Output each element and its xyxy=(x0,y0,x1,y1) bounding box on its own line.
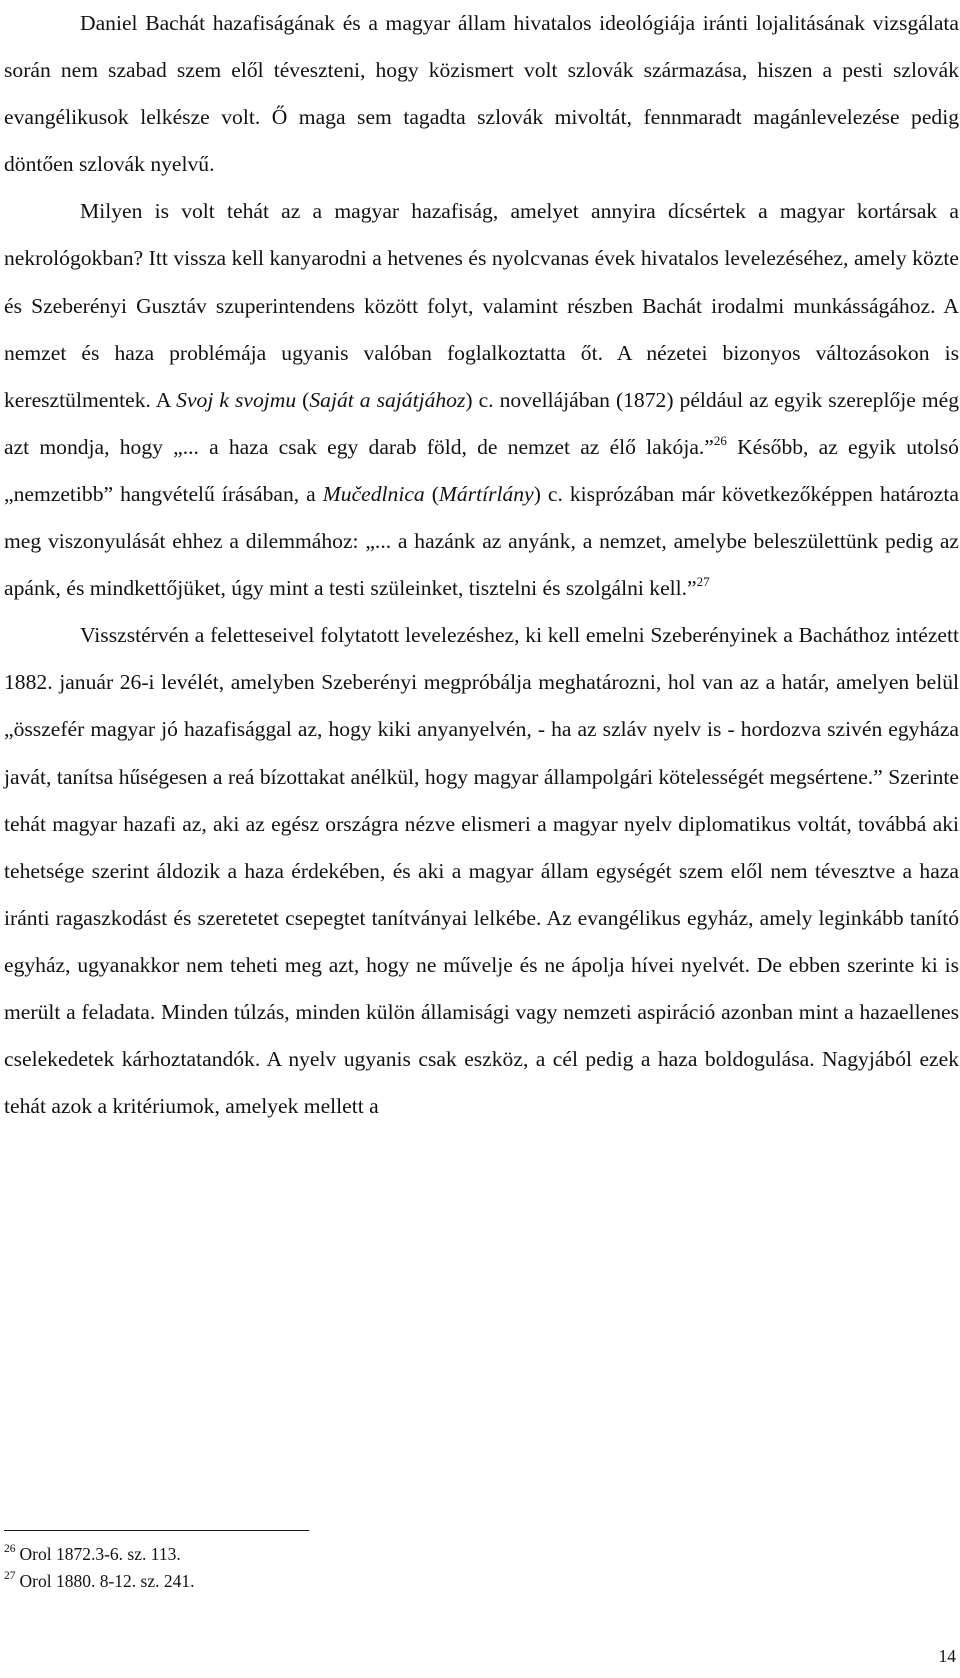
footnote-number: 27 xyxy=(4,1570,16,1582)
italic-title: Svoj k svojmu xyxy=(176,387,297,412)
footnote-text: Orol 1880. 8-12. sz. 241. xyxy=(19,1571,195,1591)
text-run: Visszstérvén a feletteseivel folytatott levelezéshez, ki kell emelni Szeberényinek a Bacháthoz intézett 1882. január 26-i levélét, amelyben Szeberényi megpróbálja meghatározni, hol van az a határ, amelyen belül „összefér magyar jó hazafisággal az, hogy kiki anyanyelvén, - ha az szláv nyelv is - hordozva szivén egyháza javát, tanítsa hűségesen a reá bízottakat anélkül, hogy magyar állampolgári kötelességét megsértene.” Szerinte tehát magyar hazafi az, aki az egész országra nézve elismeri a magyar nyelv diplomatikus voltát, továbbá aki tehetsége szerint áldozik a haza érdekében, és aki a magyar állam egységét szem elől nem tévesztve a haza iránti ragaszkodást és szeretetet csepegtet tanítványai lelkébe. Az evangélikus egyház, amely leginkább tanító egyház, ugyanakkor nem teheti meg azt, hogy ne művelje és ne ápolja hívei nyelvét. De ebben szerinte ki is merült a feladata. Minden túlzás, minden külön államisági vagy nemzeti aspiráció azonban mint a hazaellenes cselekedetek kárhoztatandók. A nyelv ugyanis csak eszköz, a cél pedig a haza boldogulása. Nagyjából ezek tehát azok a kritériumok, amelyek mellett a xyxy=(4,623,959,1119)
italic-title: Mártírlány xyxy=(438,481,534,506)
text-run: ) c. kisprózában már következőképpen határozta meg viszonyulását ehhez a dilemmához: „... a hazánk az anyánk, a nemzet, amelybe beleszülettünk pedig az apánk, és mindkettőjüket, úgy mint a testi szüleinket, tisztelni és szolgálni kell.” xyxy=(4,481,959,601)
footnote-number: 26 xyxy=(4,1543,16,1555)
footnote-26 xyxy=(4,1541,704,1568)
footnote-divider xyxy=(4,1530,309,1531)
text-run: ( xyxy=(296,387,310,412)
body-text xyxy=(4,0,959,1130)
text-run: Később, az egyik utolsó „nemzetibb” hangvételű írásában, a xyxy=(4,434,959,506)
footnote-reference: 26 xyxy=(713,432,727,448)
footnote-27 xyxy=(4,1568,704,1595)
paragraph xyxy=(4,0,959,188)
paragraph xyxy=(4,612,959,1130)
text-run: ) c. novellájában (1872) például az egyik szereplője még azt mondja, hogy „... a haza csak egy darab föld, de nemzet az élő lakója.” xyxy=(4,387,960,459)
footnote-reference: 27 xyxy=(696,574,710,590)
text-run: Daniel Bachát hazafiságának és a magyar állam hivatalos ideológiája iránti lojalitásának vizsgálata során nem szabad szem elől téveszteni, hogy közismert volt szlovák származása, hiszen a pesti szlovák evangélikusok lelkésze volt. Ő maga sem tagadta szlovák mivoltát, fennmaradt magánlevelezése pedig döntően szlovák nyelvű. xyxy=(4,11,959,177)
paragraph xyxy=(4,188,959,612)
italic-title: Mučedlnica xyxy=(322,481,425,506)
text-run: Milyen is volt tehát az a magyar hazafiság, amelyet annyira dícsértek a magyar kortársak a nekrológokban? Itt vissza kell kanyarodni a hetvenes és nyolcvanas évek hivatalos levelezéséhez, amely közte és Szeberényi Gusztáv szuperintendens között folyt, valamint részben Bachát irodalmi munkásságához. A nemzet és haza problémája ugyanis valóban foglalkoztatta őt. A nézetei bizonyos változásokon is keresztülmentek. A xyxy=(4,199,959,412)
footnote-text: Orol 1872.3-6. sz. 113. xyxy=(19,1544,181,1564)
italic-title: Saját a sajátjához xyxy=(309,387,466,412)
page-number: 14 xyxy=(938,1646,956,1666)
text-run: ( xyxy=(424,481,439,506)
footnotes xyxy=(4,1541,704,1595)
